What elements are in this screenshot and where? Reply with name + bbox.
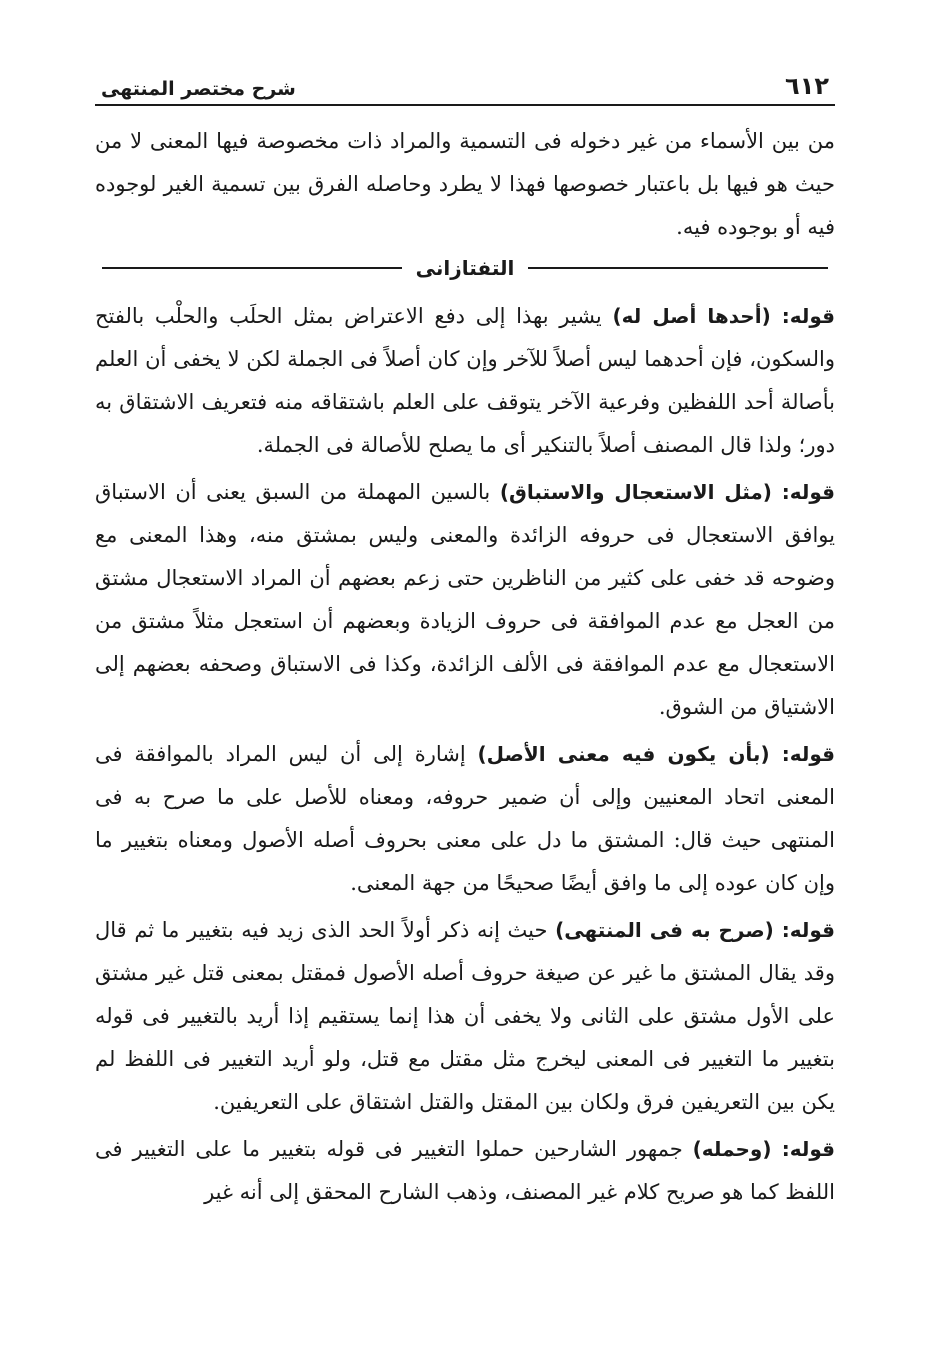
commentary-paragraph (95, 909, 835, 1124)
quoted-lemma: قوله: (صرح به فى المنتهى) (555, 918, 835, 942)
quoted-lemma: قوله: (مثل الاستعجال والاستباق) (499, 480, 835, 504)
section-title: التفتازانى (415, 256, 515, 280)
section-divider (95, 251, 835, 285)
commentary-paragraph (95, 295, 835, 467)
continuation-paragraph: من بين الأسماء من غير دخوله فى التسمية والمراد ذات مخصوصة فيها المعنى لا من حيث هو فيها بل باعتبار خصوصها فهذا لا يطرد وحاصله الفرق بين تسمية الغير لوجوده فيه أو بوجوده فيه. (95, 129, 835, 239)
divider-rule-left (102, 267, 402, 269)
commentary-text: يشير بهذا إلى دفع الاعتراض بمثل الحلَب والحلْب بالفتح والسكون، فإن أحدهما ليس أصلاً للآخر وإن كان أصلاً فى الجملة لكن لا يخفى أن العلم بأصالة أحد اللفظين وفرعية الآخر يتوقف على العلم باشتقاقه منه فتعريف الاشتقاق به دور؛ ولذا قال المصنف أصلاً بالتنكير أى ما يصلح للأصالة فى الجملة. (95, 304, 835, 457)
commentary-text: بالسين المهملة من السبق يعنى أن الاستباق يوافق الاستعجال فى حروفه الزائدة والمعنى وليس بمشتق منه، وهذا المعنى مع وضوحه قد خفى على كثير من الناظرين حتى زعم بعضهم أن المراد الاستعجال مشتق من العجل مع عدم الموافقة فى حروف الزيادة وبعضهم أن استعجل مثلاً مشتق من الاستعجال مع عدم الموافقة فى الألف الزائدة، وكذا فى الاستباق وصحفه بعضهم إلى الاشتياق من الشوق. (95, 480, 835, 719)
divider-rule-right (528, 267, 828, 269)
quoted-lemma: قوله: (بأن يكون فيه معنى الأصل) (477, 742, 835, 766)
quoted-lemma: قوله: (وحمله) (692, 1137, 836, 1161)
commentary-text: حيث إنه ذكر أولاً الحد الذى زيد فيه بتغيير ما ثم قال وقد يقال المشتق ما غير عن صيغة حروف أصله الأصول فمقتل بمعنى قتل غير مشتق على الأول مشتق على الثانى ولا يخفى أن هذا إنما يستقيم إذا أريد بالتغيير فى قوله بتغيير ما التغيير فى المعنى ليخرج مثل مقتل مع قتل، ولو أريد التغيير فى اللفظ لم يكن بين التعريفين فرق ولكان بين المقتل والقتل اشتقاق على التعريفين. (95, 918, 835, 1114)
commentary-text: جمهور الشارحين حملوا التغيير فى قوله بتغيير ما على التغيير فى اللفظ كما هو صريح كلام غير المصنف، وذهب الشارح المحقق إلى أنه غير (95, 1137, 835, 1204)
page-number: ٦١٢ (785, 72, 829, 100)
commentary-paragraph (95, 733, 835, 905)
quoted-lemma: قوله: (أحدها أصل له) (612, 304, 835, 328)
commentary-text: إشارة إلى أن ليس المراد بالموافقة فى المعنى اتحاد المعنيين وإلى أن ضمير حروفه، ومعناه للأصل على ما صرح به فى المنتهى حيث قال: المشتق ما دل على معنى بحروف أصله الأصول ومعناه بتغيير ما وإن كان عوده إلى ما وافق أيضًا صحيحًا من جهة المعنى. (95, 742, 835, 895)
commentary-paragraph (95, 471, 835, 729)
book-title: شرح مختصر المنتهى (101, 78, 296, 100)
commentary-paragraph (95, 1128, 835, 1214)
book-page (95, 60, 835, 1218)
running-header (95, 60, 835, 106)
